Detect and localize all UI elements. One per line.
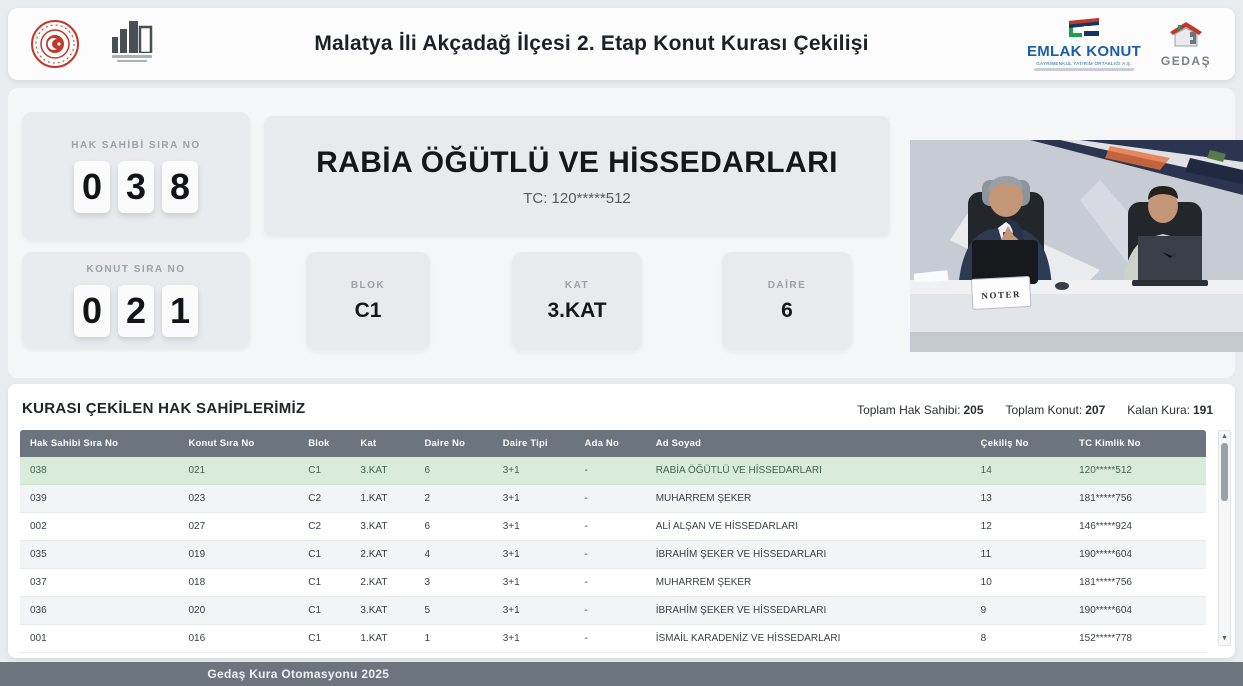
- table-cell: C1: [302, 625, 354, 653]
- column-header: Konut Sıra No: [182, 430, 302, 457]
- blok-value: C1: [354, 298, 382, 322]
- stat-item: [1006, 403, 1106, 417]
- stat-label: Toplam Hak Sahibi:: [857, 403, 961, 417]
- table-cell: 2: [418, 485, 496, 513]
- column-header: TC Kimlik No: [1073, 430, 1206, 457]
- table-cell: 037: [20, 569, 182, 597]
- daire-card: [722, 252, 852, 350]
- table-cell: 021: [182, 457, 302, 485]
- table-cell: 027: [182, 513, 302, 541]
- table-cell: 120*****512: [1073, 457, 1206, 485]
- scrollbar-up-arrow-icon[interactable]: ▲: [1221, 433, 1228, 440]
- table-cell: -: [579, 513, 650, 541]
- emlak-konut-subtitle: GAYRİMENKUL YATIRIM ORTAKLIĞI A.Ş.: [1036, 61, 1132, 66]
- column-header: Çekiliş No: [975, 430, 1073, 457]
- results-table: [20, 430, 1206, 653]
- table-cell: 1.KAT: [354, 485, 418, 513]
- column-header: Hak Sahibi Sıra No: [20, 430, 182, 457]
- konut-sira-no-digits: [74, 285, 198, 337]
- video-scene: [910, 140, 1243, 352]
- government-seal-icon: [30, 19, 80, 69]
- table-cell: 3+1: [497, 485, 579, 513]
- stat-value: 207: [1085, 403, 1106, 417]
- table-cell: 8: [975, 625, 1073, 653]
- table-cell: C1: [302, 569, 354, 597]
- stat-value: 205: [963, 403, 984, 417]
- table-cell: 3.KAT: [354, 513, 418, 541]
- table-body: [20, 457, 1206, 653]
- emlak-konut-flag-icon: [1067, 17, 1101, 39]
- table-cell: 019: [182, 541, 302, 569]
- table-cell: RABİA ÖĞÜTLÜ VE HİSSEDARLARI: [650, 457, 975, 485]
- hak-sahibi-sira-no-card: [22, 112, 250, 240]
- table-cell: 152*****778: [1073, 625, 1206, 653]
- table-cell: 002: [20, 513, 182, 541]
- table-cell: 020: [182, 597, 302, 625]
- table-cell: İBRAHİM ŞEKER VE HİSSEDARLARI: [650, 541, 975, 569]
- table-row: [20, 569, 1206, 597]
- table-cell: 035: [20, 541, 182, 569]
- gedas-house-icon: [1166, 20, 1206, 48]
- noter-sign-text: NOTER: [981, 288, 1022, 301]
- column-header: Daire Tipi: [497, 430, 579, 457]
- table-cell: 4: [418, 541, 496, 569]
- table-cell: -: [579, 597, 650, 625]
- stat-item: [1127, 403, 1213, 417]
- table-cell: 190*****604: [1073, 597, 1206, 625]
- digit-card: 8: [162, 161, 198, 213]
- table-cell: -: [579, 485, 650, 513]
- table-cell: 11: [975, 541, 1073, 569]
- digit-card: 0: [74, 161, 110, 213]
- table-cell: 3.KAT: [354, 457, 418, 485]
- table-cell: 018: [182, 569, 302, 597]
- table-cell: -: [579, 541, 650, 569]
- table-row: [20, 513, 1206, 541]
- table-cell: 036: [20, 597, 182, 625]
- emlak-konut-wordmark: EMLAK KONUT: [1026, 43, 1142, 60]
- table-cell: MUHARREM ŞEKER: [650, 485, 975, 513]
- table-cell: 023: [182, 485, 302, 513]
- table-row: [20, 485, 1206, 513]
- table-cell: -: [579, 457, 650, 485]
- table-header-row: [20, 430, 1206, 457]
- table-cell: MUHARREM ŞEKER: [650, 569, 975, 597]
- gedas-logo: [1157, 20, 1215, 68]
- table-cell: -: [579, 625, 650, 653]
- footer-bar: [0, 662, 1243, 686]
- table-cell: C1: [302, 541, 354, 569]
- live-video-feed: [910, 140, 1243, 352]
- table-cell: 181*****756: [1073, 485, 1206, 513]
- winner-tc-number: TC: 120*****512: [523, 189, 631, 207]
- header-bar: [8, 8, 1235, 80]
- winner-name: RABİA ÖĞÜTLÜ VE HİSSEDARLARI: [316, 145, 838, 179]
- table-cell: 3+1: [497, 569, 579, 597]
- logo-caption-line: [112, 55, 152, 58]
- results-table-card: [8, 384, 1235, 658]
- digit-card: 1: [162, 285, 198, 337]
- table-cell: 3.KAT: [354, 597, 418, 625]
- table-cell: C2: [302, 485, 354, 513]
- stat-value: 191: [1192, 403, 1213, 417]
- table-cell: 038: [20, 457, 182, 485]
- table-row: [20, 541, 1206, 569]
- table-cell: 3+1: [497, 597, 579, 625]
- table-scrollbar[interactable]: [1218, 430, 1231, 646]
- table-cell: 6: [418, 457, 496, 485]
- table-cell: 001: [20, 625, 182, 653]
- table-cell: 039: [20, 485, 182, 513]
- table-cell: 3+1: [497, 625, 579, 653]
- table-row: [20, 625, 1206, 653]
- scrollbar-down-arrow-icon[interactable]: ▼: [1221, 635, 1228, 642]
- digit-card: 2: [118, 285, 154, 337]
- table-cell: 3+1: [497, 513, 579, 541]
- column-header: Kat: [354, 430, 418, 457]
- digit-card: 3: [118, 161, 154, 213]
- table-cell: C1: [302, 457, 354, 485]
- table-cell: 1: [418, 625, 496, 653]
- hak-sahibi-sira-no-digits: [74, 161, 198, 213]
- table-cell: 016: [182, 625, 302, 653]
- hak-sahibi-sira-no-label: HAK SAHİBİ SIRA NO: [71, 139, 201, 151]
- table-cell: 1.KAT: [354, 625, 418, 653]
- kat-card: [512, 252, 642, 350]
- column-header: Ada No: [579, 430, 650, 457]
- konut-sira-no-label: KONUT SIRA NO: [86, 263, 186, 275]
- table-cell: 13: [975, 485, 1073, 513]
- konut-sira-no-card: [22, 252, 250, 348]
- table-stats: [857, 403, 1213, 417]
- footer-text: Gedaş Kura Otomasyonu 2025: [207, 667, 390, 681]
- stat-label: Toplam Konut:: [1005, 403, 1083, 417]
- emlak-konut-subtitle-line: [1034, 68, 1134, 71]
- table-cell: 3: [418, 569, 496, 597]
- stat-item: [857, 403, 983, 417]
- column-header: Daire No: [418, 430, 496, 457]
- table-cell: 2.KAT: [354, 569, 418, 597]
- table-cell: 3+1: [497, 541, 579, 569]
- page-title: Malatya İli Akçadağ İlçesi 2. Etap Konut Kurası Çekilişi: [314, 32, 869, 55]
- table-row: [20, 597, 1206, 625]
- table-cell: İSMAİL KARADENİZ VE HİSSEDARLARI: [650, 625, 975, 653]
- blok-label: BLOK: [350, 279, 386, 291]
- gedas-wordmark: GEDAŞ: [1160, 54, 1212, 68]
- table-cell: -: [579, 569, 650, 597]
- winner-name-card: [264, 116, 890, 236]
- table-cell: C1: [302, 597, 354, 625]
- ministry-building-logo: [106, 19, 158, 69]
- table-row: [20, 457, 1206, 485]
- table-cell: 14: [975, 457, 1073, 485]
- digit-card: 0: [74, 285, 110, 337]
- table-cell: 190*****604: [1073, 541, 1206, 569]
- table-title: KURASI ÇEKİLEN HAK SAHİPLERİMİZ: [22, 400, 306, 417]
- column-header: Ad Soyad: [650, 430, 975, 457]
- table-cell: 5: [418, 597, 496, 625]
- table-cell: C2: [302, 513, 354, 541]
- table-cell: 12: [975, 513, 1073, 541]
- table-cell: ALİ ALŞAN VE HİSSEDARLARI: [650, 513, 975, 541]
- table-cell: İBRAHİM ŞEKER VE HİSSEDARLARI: [650, 597, 975, 625]
- table-cell: 3+1: [497, 457, 579, 485]
- table-cell: 181*****756: [1073, 569, 1206, 597]
- kat-label: KAT: [564, 279, 590, 291]
- table-cell: 10: [975, 569, 1073, 597]
- blok-card: [306, 252, 430, 350]
- table-cell: 2.KAT: [354, 541, 418, 569]
- kat-value: 3.KAT: [547, 298, 607, 322]
- scrollbar-thumb[interactable]: [1221, 443, 1228, 501]
- table-cell: 146*****924: [1073, 513, 1206, 541]
- column-header: Blok: [302, 430, 354, 457]
- stat-label: Kalan Kura:: [1127, 403, 1190, 417]
- logo-caption-line: [117, 60, 147, 62]
- daire-label: DAİRE: [767, 279, 807, 291]
- table-cell: 6: [418, 513, 496, 541]
- emlak-konut-logo: [1025, 17, 1143, 71]
- table-cell: 9: [975, 597, 1073, 625]
- daire-value: 6: [781, 298, 793, 322]
